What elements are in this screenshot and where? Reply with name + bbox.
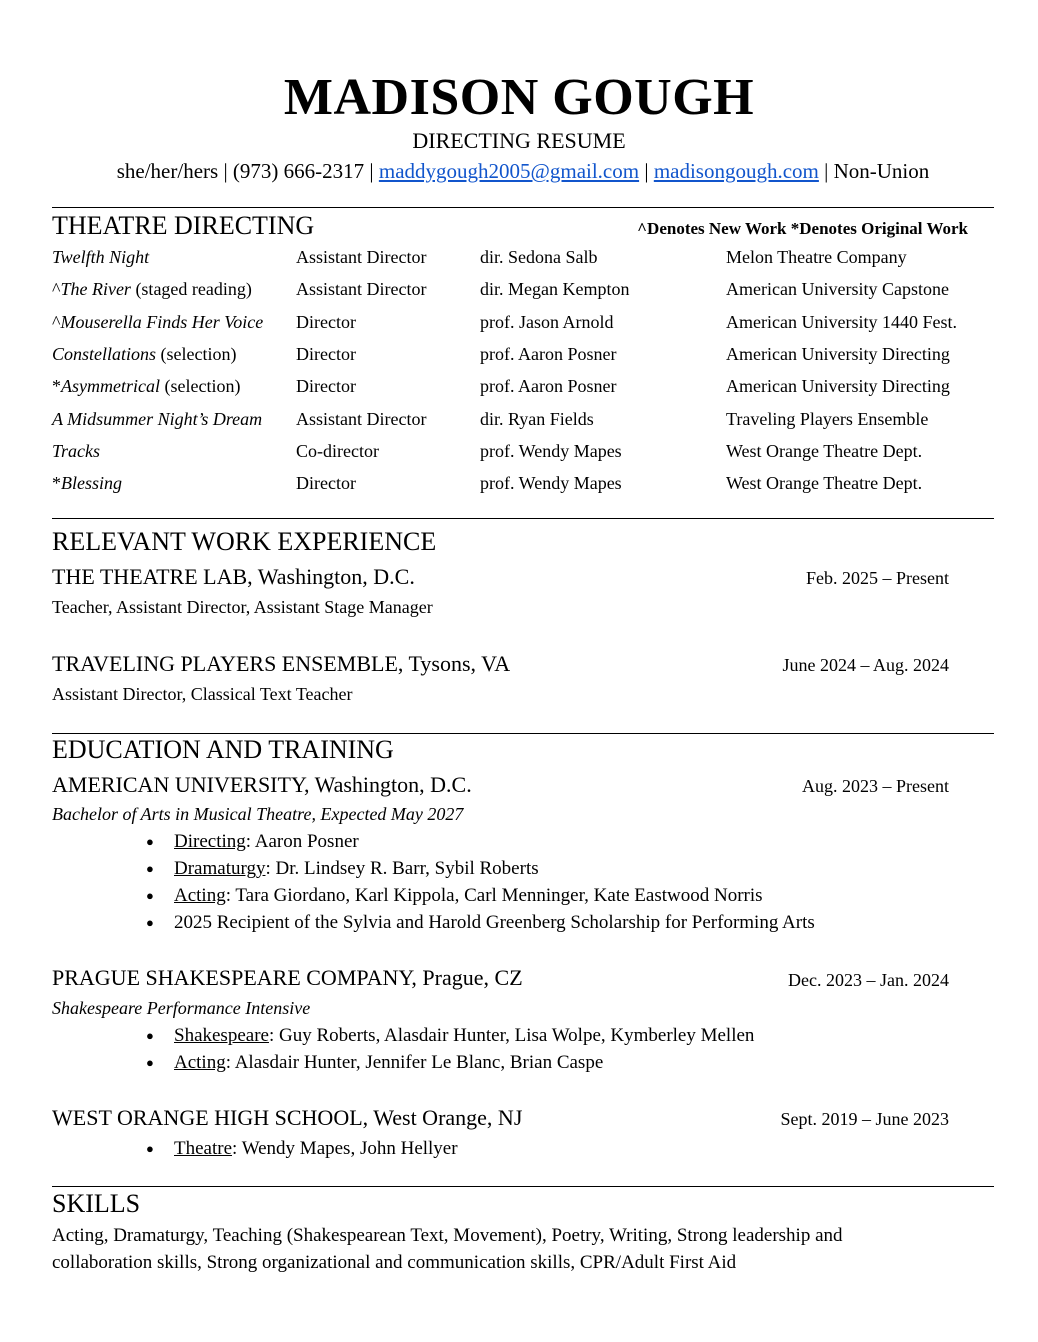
training-list (146, 828, 815, 936)
credit-company: West Orange Theatre Dept. (726, 473, 923, 494)
credit-director: prof. Wendy Mapes (480, 440, 622, 461)
training-text: : Aaron Posner (245, 831, 359, 852)
credit-prefix: ^ (52, 311, 61, 332)
credit-show (52, 310, 263, 334)
school-program: Shakespeare Performance Intensive (52, 998, 311, 1018)
credit-role: Assistant Director (296, 247, 427, 267)
contact-separator: | (218, 159, 233, 183)
contact-separator: | (818, 159, 834, 183)
section-divider (52, 1186, 994, 1187)
credit-company: West Orange Theatre Dept. (726, 440, 923, 461)
credit-company: Melon Theatre Company (726, 247, 907, 267)
training-item (146, 828, 815, 855)
job-dates: June 2024 – Aug. 2024 (782, 655, 949, 675)
school-org: AMERICAN UNIVERSITY, Washington, D.C. (52, 772, 472, 797)
credit-company: American University 1440 Fest. (726, 311, 957, 332)
section-divider (52, 207, 994, 208)
training-label: Theatre (174, 1138, 233, 1159)
contact-separator: | (364, 159, 379, 183)
credit-prefix: * (52, 473, 61, 494)
training-item (146, 909, 815, 936)
training-label: Acting (174, 885, 226, 906)
contact-line (0, 157, 1038, 185)
credit-role: Director (296, 376, 356, 397)
credit-prefix: ^ (52, 279, 61, 300)
credit-show (52, 374, 240, 398)
credit-role: Director (296, 473, 356, 494)
contact-separator: | (639, 159, 654, 183)
section-heading-education: EDUCATION AND TRAINING (52, 735, 394, 764)
website-link[interactable]: madisongough.com (653, 159, 819, 183)
school-program: Bachelor of Arts in Musical Theatre, Expected May 2027 (52, 804, 464, 824)
training-item (146, 882, 815, 909)
credit-title: A Midsummer Night’s Dream (52, 408, 263, 429)
training-item (146, 855, 815, 882)
credit-show (52, 471, 122, 495)
credit-company: American University Directing (726, 376, 950, 397)
credit-suffix: (selection) (159, 376, 241, 397)
credit-director: prof. Aaron Posner (480, 376, 617, 397)
credit-director: prof. Jason Arnold (480, 311, 614, 332)
union-status: Non-Union (833, 159, 930, 183)
credit-company: Traveling Players Ensemble (726, 408, 929, 429)
credit-suffix: (staged reading) (130, 279, 252, 300)
resume-subtitle: DIRECTING RESUME (412, 128, 626, 153)
credit-suffix: (selection) (156, 343, 237, 364)
training-text: : Wendy Mapes, John Hellyer (232, 1138, 458, 1159)
school-dates: Aug. 2023 – Present (802, 776, 949, 796)
training-text: : Tara Giordano, Karl Kippola, Carl Menninger, Kate Eastwood Norris (225, 885, 763, 906)
school-org: PRAGUE SHAKESPEARE COMPANY, Prague, CZ (52, 965, 523, 990)
school-org: WEST ORANGE HIGH SCHOOL, West Orange, NJ (52, 1105, 523, 1130)
credit-role: Co-director (296, 440, 379, 461)
section-heading-theatre: THEATRE DIRECTING (52, 211, 315, 240)
credit-role: Assistant Director (296, 408, 427, 429)
credit-role: Assistant Director (296, 279, 427, 300)
credit-title: Tracks (52, 440, 101, 461)
training-text: : Dr. Lindsey R. Barr, Sybil Roberts (265, 858, 539, 879)
section-heading-skills: SKILLS (52, 1189, 141, 1218)
school-dates: Sept. 2019 – June 2023 (780, 1109, 949, 1129)
job-org: TRAVELING PLAYERS ENSEMBLE, Tysons, VA (52, 651, 511, 676)
credit-role: Director (296, 343, 356, 364)
training-label: Dramaturgy (174, 858, 266, 879)
credit-title: Mouserella Finds Her Voice (60, 311, 264, 332)
credit-director: dir. Ryan Fields (480, 408, 594, 429)
credit-show (52, 439, 100, 463)
job-org: THE THEATRE LAB, Washington, D.C. (52, 564, 415, 589)
credit-company: American University Capstone (726, 279, 949, 300)
section-heading-work: RELEVANT WORK EXPERIENCE (52, 527, 437, 556)
section-divider (52, 518, 994, 519)
credit-director: prof. Aaron Posner (480, 343, 617, 364)
job-roles: Assistant Director, Classical Text Teacher (52, 684, 353, 704)
resume-name: MADISON GOUGH (283, 69, 755, 126)
credit-director: dir. Sedona Salb (480, 247, 598, 267)
skills-text: Acting, Dramaturgy, Teaching (Shakespearean Text, Movement), Poetry, Writing, Strong leadership and collaboration skills, Strong organizational and communication skills, CPR/Adult First Aid (52, 1225, 843, 1273)
credit-prefix: * (52, 376, 61, 397)
phone-number: (973) 666-2317 (232, 159, 365, 183)
training-list (146, 1135, 458, 1162)
credit-director: prof. Wendy Mapes (480, 473, 622, 494)
training-text: : Alasdair Hunter, Jennifer Le Blanc, Brian Caspe (225, 1052, 604, 1073)
credit-title: Twelfth Night (52, 247, 150, 267)
training-label: Acting (174, 1052, 226, 1073)
credit-role: Director (296, 311, 356, 332)
job-dates: Feb. 2025 – Present (806, 568, 949, 588)
training-label: Directing (174, 831, 246, 852)
training-item (146, 1135, 458, 1162)
school-dates: Dec. 2023 – Jan. 2024 (788, 970, 949, 990)
training-text: : Guy Roberts, Alasdair Hunter, Lisa Wolpe, Kymberley Mellen (268, 1025, 755, 1046)
training-text: 2025 Recipient of the Sylvia and Harold Greenberg Scholarship for Performing Arts (174, 912, 815, 933)
credit-director: dir. Megan Kempton (480, 279, 630, 300)
training-list (146, 1022, 754, 1076)
pronouns: she/her/hers (116, 159, 219, 183)
credit-title: Asymmetrical (61, 376, 160, 397)
credit-show (52, 342, 236, 366)
training-item (146, 1049, 754, 1076)
credit-title: Constellations (52, 343, 157, 364)
credit-show (52, 277, 252, 301)
credit-show (52, 407, 262, 431)
credit-company: American University Directing (726, 343, 950, 364)
training-label: Shakespeare (174, 1025, 269, 1046)
notation-legend: ^Denotes New Work *Denotes Original Work (637, 219, 968, 238)
credit-show (52, 245, 149, 269)
training-item (146, 1022, 754, 1049)
job-roles: Teacher, Assistant Director, Assistant Stage Manager (52, 597, 433, 617)
credit-title: Blessing (61, 473, 122, 494)
email-link[interactable]: maddygough2005@gmail.com (378, 159, 640, 183)
credit-title: The River (60, 279, 131, 300)
